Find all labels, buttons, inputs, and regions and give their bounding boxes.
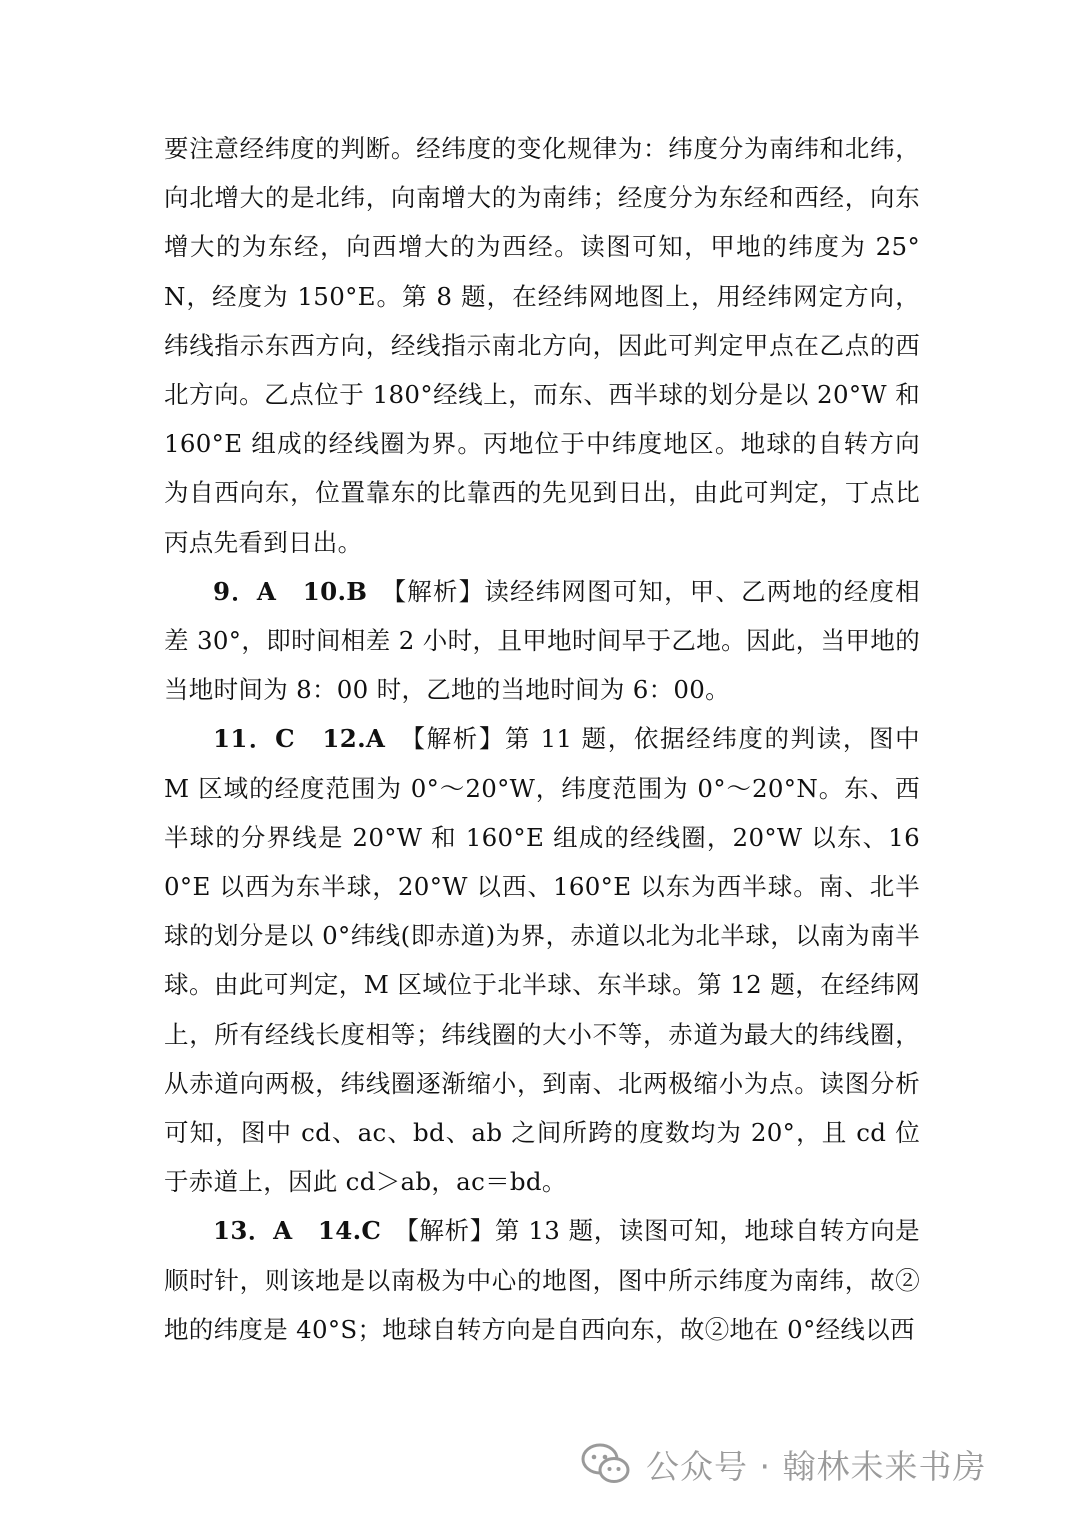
paragraph-text: 【解析】第 11 题，依据经纬度的判读，图中 M 区域的经度范围为 0°～20°W，纬度范围为 0°～20°N。东、西半球的分界线是 20°W 和 160°E 组成的经线圈，20°W 以东、160°E 以西为东半球，20°W 以西、160°E 以东为西半球。南、北半球的划分是以 0°纬线(即赤道)为界，赤道以北为北半球，以南为南半球。由此可判定，M 区域位于北半球、东半球。第 12 题，在经纬网上，所有经线长度相等；纬线圈的大小不等，赤道为最大的纬线圈，从赤道向两极，纬线圈逐渐缩小，到南、北两极缩小为点。读图分析可知，图中 cd、ac、bd、ab 之间所跨的度数均为 20°，且 cd 位于赤道上，因此 cd＞ab，ac＝bd。 xyxy=(164,724,920,1197)
answer-key: 9．A 10.B xyxy=(213,576,394,606)
paragraph-3 xyxy=(164,714,920,1206)
answer-key: 11．C 12.A xyxy=(213,724,413,754)
document-page xyxy=(164,124,920,1354)
paragraph-4 xyxy=(164,1206,920,1354)
watermark-text: 公众号 · 翰林未来书房 xyxy=(646,1446,987,1486)
watermark xyxy=(580,1440,986,1488)
wechat-icon xyxy=(580,1442,632,1486)
paragraph-2 xyxy=(164,567,920,715)
answer-key: 13．A 14.C xyxy=(213,1216,407,1246)
paragraph-text: 【解析】第 13 题，读图可知，地球自转方向是顺时针，则该地是以南极为中心的地图，图中所示纬度为南纬，故②地的纬度是 40°S；地球自转方向是自西向东，故②地在 0°经线以西 xyxy=(164,1216,920,1344)
paragraph-text: 要注意经纬度的判断。经纬度的变化规律为：纬度分为南纬和北纬，向北增大的是北纬，向南增大的为南纬；经度分为东经和西经，向东增大的为东经，向西增大的为西经。读图可知，甲地的纬度为 25°N，经度为 150°E。第 8 题，在经纬网地图上，用经纬网定方向，纬线指示东西方向，经线指示南北方向，因此可判定甲点在乙点的西北方向。乙点位于 180°经线上，而东、西半球的划分是以 20°W 和 160°E 组成的经线圈为界。丙地位于中纬度地区。地球的自转方向为自西向东，位置靠东的比靠西的先见到日出，由此可判定，丁点比丙点先看到日出。 xyxy=(164,134,920,557)
paragraph-1 xyxy=(164,124,920,567)
paragraph-text: 【解析】读经纬网图可知，甲、乙两地的经度相差 30°，即时间相差 2 小时，且甲地时间早于乙地。因此，当甲地的当地时间为 8：00 时，乙地的当地时间为 6：00。 xyxy=(164,576,920,705)
